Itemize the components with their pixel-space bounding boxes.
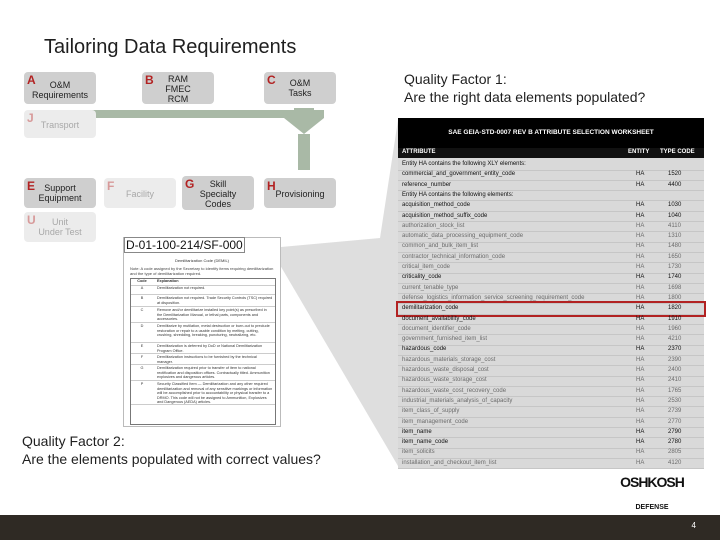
row-entity: HA bbox=[636, 439, 645, 446]
qf1-line1: Quality Factor 1: bbox=[404, 71, 507, 87]
table-row bbox=[131, 296, 275, 307]
row-type-code: 1520 bbox=[668, 171, 682, 178]
row-entity: HA bbox=[636, 305, 645, 312]
row-entity: HA bbox=[636, 408, 645, 415]
row-entity: HA bbox=[636, 418, 645, 425]
row-attribute: commercial_and_government_entity_code bbox=[402, 171, 516, 178]
row-attribute: contractor_technical_information_code bbox=[402, 253, 506, 260]
row-attribute: hazardous_waste_disposal_cost bbox=[402, 367, 489, 373]
row-entity: HA bbox=[636, 325, 645, 332]
row-attribute: defense_logistics_information_service_screening_requirement_code bbox=[402, 294, 585, 301]
row-attribute: Entity HA contains the following XLY elements: bbox=[402, 161, 526, 167]
table-row bbox=[131, 355, 275, 365]
table-row bbox=[131, 366, 275, 381]
row-attribute: hazardous_waste_cost_recovery_code bbox=[402, 387, 507, 394]
row-entity: HA bbox=[636, 387, 645, 394]
box-letter: C bbox=[267, 73, 276, 87]
box-label: O&M Tasks bbox=[288, 78, 312, 98]
row-type-code: 1030 bbox=[668, 202, 682, 209]
row-entity: HA bbox=[636, 202, 645, 209]
row-attribute: acquisition_method_suffix_code bbox=[402, 212, 488, 219]
diagram-box-j bbox=[24, 110, 96, 138]
row-explanation: Demilitarization not required. Trade Security Controls (TSC) required at disposition. bbox=[157, 296, 273, 305]
row-type-code: 2780 bbox=[668, 439, 682, 446]
row-type-code: 1480 bbox=[668, 243, 682, 250]
row-attribute: reference_number bbox=[402, 181, 452, 188]
row-code: D bbox=[140, 324, 144, 328]
row-code: C bbox=[140, 308, 144, 312]
row-attribute: item_class_of_supply bbox=[402, 408, 460, 415]
box-letter: U bbox=[27, 213, 36, 227]
row-attribute: government_furnished_item_list bbox=[402, 336, 488, 343]
row-type-code: 4120 bbox=[668, 459, 682, 466]
row-entity: HA bbox=[636, 315, 645, 322]
row-type-code: 2770 bbox=[668, 418, 682, 425]
oshkosh-defense-logo bbox=[612, 470, 692, 512]
row-explanation: Demilitarization not required. bbox=[157, 286, 206, 290]
row-entity: HA bbox=[636, 449, 645, 456]
row-explanation: Demilitarization is deferred by DoD or National Demilitarization Program Office. bbox=[157, 344, 263, 353]
row-code: B bbox=[140, 296, 144, 300]
box-letter: H bbox=[267, 179, 276, 193]
row-type-code: 2790 bbox=[668, 428, 682, 435]
row-attribute: acquisition_method_code bbox=[402, 202, 471, 209]
col-explanation: Explanation bbox=[157, 279, 179, 283]
row-entity: HA bbox=[636, 171, 645, 178]
diagram-box-u bbox=[24, 212, 96, 242]
slide-title: Tailoring Data Requirements bbox=[44, 36, 297, 58]
box-label: RAM FMEC RCM bbox=[165, 74, 191, 104]
quality-factor-1 bbox=[404, 70, 645, 106]
row-entity: HA bbox=[636, 294, 645, 301]
row-attribute: item_management_code bbox=[402, 418, 469, 425]
row-explanation: Demilitarization instructions to be furnished by the technical manager. bbox=[157, 355, 257, 364]
row-attribute: hazardous_waste_storage_cost bbox=[402, 377, 487, 384]
row-entity: HA bbox=[636, 336, 645, 343]
box-label: O&M Requirements bbox=[31, 80, 89, 100]
row-type-code: 1310 bbox=[668, 233, 682, 240]
row-attribute: automatic_data_processing_equipment_code bbox=[402, 233, 524, 240]
attribute-selection-worksheet bbox=[398, 118, 704, 468]
row-entity: HA bbox=[636, 264, 645, 270]
col-attribute: ATTRIBUTE bbox=[402, 149, 436, 155]
diagram-box-c bbox=[264, 72, 336, 104]
row-explanation: Demilitarization required prior to transfer of item to national rectification and disposition offices. Contractually titled. Ammunition explosives and dangerous articles. bbox=[157, 366, 270, 379]
table-row bbox=[131, 344, 275, 354]
box-letter: G bbox=[185, 177, 195, 191]
row-attribute: item_name bbox=[402, 428, 432, 435]
table-header bbox=[131, 279, 275, 286]
row-code: P bbox=[140, 382, 144, 386]
row-entity: HA bbox=[636, 243, 645, 250]
row-attribute: critical_item_code bbox=[402, 264, 451, 270]
row-attribute: common_and_bulk_item_list bbox=[402, 243, 479, 250]
diagram-box-f bbox=[104, 178, 176, 208]
row-entity: HA bbox=[636, 181, 645, 188]
row-entity: HA bbox=[636, 428, 645, 435]
row-explanation: Security Classified Item — Demilitarization and any other required demilitarization and removal of any sensitive markings or information will be accomplished prior to accountability or physical transfer to a DRMO. This code will not be assigned to Ammunition, Explosives and Dangerous (AEDA) articles. bbox=[157, 382, 273, 404]
quality-factor-2 bbox=[22, 432, 321, 468]
row-code: A bbox=[140, 286, 144, 290]
row-entity: HA bbox=[636, 397, 645, 404]
demil-code-table bbox=[130, 278, 276, 425]
row-type-code: 2410 bbox=[668, 377, 682, 384]
row-explanation: Demilitarize by mutilation, metal destruction or burn-out to preclude restoration or repair to a usable condition by melting, cutting, crushing, shredding, breaking, puncturing, neutralizing, etc. bbox=[157, 324, 270, 337]
col-type-code: TYPE CODE bbox=[660, 149, 695, 155]
document-id: D-01-100-214/SF-000 bbox=[126, 238, 243, 252]
worksheet-row bbox=[398, 458, 704, 470]
qf2-line1: Quality Factor 2: bbox=[22, 433, 125, 449]
box-label: Facility bbox=[125, 189, 154, 199]
box-label: Provisioning bbox=[275, 189, 325, 199]
table-row bbox=[131, 382, 275, 405]
row-type-code: 2805 bbox=[668, 449, 682, 456]
row-type-code: 1820 bbox=[668, 305, 682, 312]
row-attribute: criticality_code bbox=[402, 274, 442, 281]
row-type-code: 1698 bbox=[668, 284, 682, 291]
row-type-code: 4400 bbox=[668, 181, 682, 188]
logo-subtext: DEFENSE bbox=[635, 504, 669, 511]
row-entity: HA bbox=[636, 274, 645, 281]
row-entity: HA bbox=[636, 284, 645, 291]
row-entity: HA bbox=[636, 212, 645, 219]
row-entity: HA bbox=[636, 253, 645, 260]
row-type-code: 1960 bbox=[668, 325, 682, 332]
row-code: F bbox=[140, 355, 144, 359]
logo-wordmark: OSHKOSH bbox=[620, 474, 684, 490]
table-row bbox=[131, 286, 275, 295]
row-code: E bbox=[140, 344, 144, 348]
diagram-box-b bbox=[142, 72, 214, 104]
row-entity: HA bbox=[636, 377, 645, 384]
row-type-code: 2400 bbox=[668, 367, 682, 373]
row-attribute: item_name_code bbox=[402, 439, 449, 446]
row-attribute: industrial_materials_analysis_of_capacity bbox=[402, 397, 513, 404]
row-attribute: hazardous_code bbox=[402, 346, 447, 353]
row-type-code: 2390 bbox=[668, 356, 682, 363]
table-row bbox=[131, 308, 275, 323]
callout-wedge bbox=[270, 118, 400, 470]
box-letter: E bbox=[27, 179, 36, 193]
demil-code-document bbox=[123, 237, 281, 427]
table-row bbox=[131, 324, 275, 343]
worksheet-column-headers bbox=[398, 148, 704, 158]
diagram-box-g bbox=[182, 176, 254, 210]
row-entity: HA bbox=[636, 367, 645, 373]
row-entity: HA bbox=[636, 346, 645, 353]
footer-bar bbox=[0, 515, 720, 540]
row-type-code: 1040 bbox=[668, 212, 682, 219]
box-label: Support Equipment bbox=[38, 183, 82, 203]
row-attribute: hazardous_materials_storage_cost bbox=[402, 356, 496, 363]
row-type-code: 2530 bbox=[668, 397, 682, 404]
row-type-code: 4110 bbox=[668, 222, 681, 229]
diagram-box-a bbox=[24, 72, 96, 104]
box-letter: A bbox=[27, 73, 36, 87]
worksheet-title: SAE GEIA-STD-0007 REV B ATTRIBUTE SELECTION WORKSHEET bbox=[398, 118, 704, 148]
row-attribute: item_solicits bbox=[402, 449, 435, 456]
row-type-code: 2739 bbox=[668, 408, 682, 415]
box-label: Transport bbox=[40, 120, 80, 130]
row-type-code: 1800 bbox=[668, 294, 682, 301]
col-code: Code bbox=[137, 279, 147, 283]
row-type-code: 1730 bbox=[668, 264, 682, 270]
qf2-line2: Are the elements populated with correct values? bbox=[22, 451, 321, 467]
diagram-box-e bbox=[24, 178, 96, 208]
row-attribute: document_identifier_code bbox=[402, 325, 471, 332]
row-explanation: Remove and/or demilitarize installed key point(s) as prescribed in the Demilitarization Manual, or lethal parts, components and accessories. bbox=[157, 308, 267, 321]
row-attribute: authorization_stock_list bbox=[402, 222, 465, 229]
row-type-code: 1910 bbox=[668, 315, 682, 322]
document-subtitle: Demilitarization Code (DEMIL) bbox=[174, 258, 229, 263]
document-note: Note: A code assigned by the Secretary to identify items requiring demilitarization and the type of demilitarization required. bbox=[130, 266, 274, 276]
box-letter: B bbox=[145, 73, 154, 87]
row-type-code: 2370 bbox=[668, 346, 682, 353]
row-entity: HA bbox=[636, 233, 645, 240]
row-attribute: current_tenable_type bbox=[402, 284, 459, 291]
box-letter: F bbox=[107, 179, 115, 193]
row-attribute: demilitarization_code bbox=[402, 305, 459, 312]
row-type-code: 1740 bbox=[668, 274, 682, 281]
row-attribute: document_availability_code bbox=[402, 315, 476, 322]
qf1-line2: Are the right data elements populated? bbox=[404, 89, 646, 105]
row-type-code: 1650 bbox=[668, 253, 682, 260]
box-label: Skill Specialty Codes bbox=[199, 179, 237, 209]
row-entity: HA bbox=[636, 222, 645, 229]
page-number: 4 bbox=[691, 521, 696, 530]
row-entity: HA bbox=[636, 459, 645, 466]
box-letter: J bbox=[27, 111, 34, 125]
box-label: Unit Under Test bbox=[38, 217, 82, 237]
row-entity: HA bbox=[636, 356, 645, 363]
row-type-code: 1765 bbox=[668, 387, 682, 394]
row-code: G bbox=[140, 366, 144, 370]
row-attribute: Entity HA contains the following elements: bbox=[402, 191, 514, 198]
row-type-code: 4210 bbox=[668, 336, 682, 343]
col-entity: ENTITY bbox=[628, 149, 650, 155]
row-attribute: installation_and_checkout_item_list bbox=[402, 459, 497, 466]
